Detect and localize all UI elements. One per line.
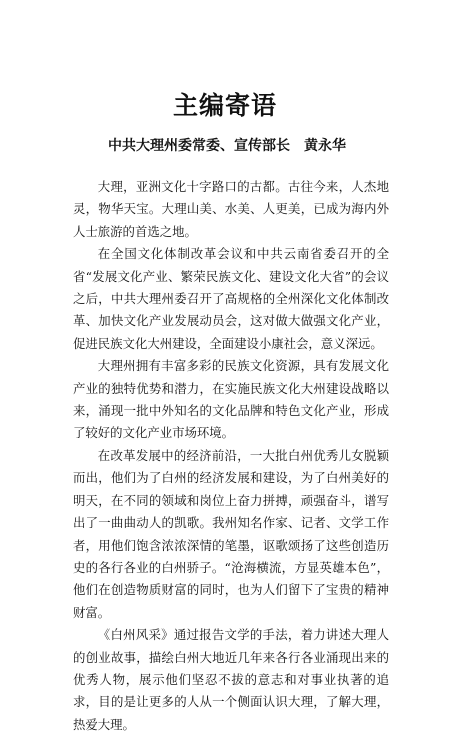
paragraph: 大理，亚洲文化十字路口的古都。古往今来，人杰地灵，物华天宝。大理山美、水美、人更美，已成为海内外人士旅游的首选之地。 [73, 179, 389, 239]
paragraph: 《白州风采》通过报告文学的手法，着力讲述大理人的创业故事，描绘白州大地近几年来各行各业涌现出来的优秀人物，展示他们坚忍不拔的意志和对事业执著的追求，目的是让更多的人从一个侧面认识大理，了解大理，热爱大理。 [73, 627, 389, 732]
byline [108, 137, 346, 155]
page-title: 主编寄语 [172, 91, 277, 120]
paragraph: 在改革发展中的经济前沿，一大批白州优秀儿女脱颖而出，他们为了白州的经济发展和建设，为了白州美好的明天，在不同的领域和岗位上奋力拼搏，顽强奋斗，谱写出了一曲曲动人的凯歌。我州知名作家、记者、文学工作者，用他们饱含浓浓深情的笔墨，讴歌颂扬了这些创造历史的各行各业的白州骄子。“沧海横流，方显英雄本色”，他们在创造物质财富的同时，也为人们留下了宝贵的精神财富。 [73, 447, 389, 620]
paragraph: 大理州拥有丰富多彩的民族文化资源，具有发展文化产业的独特优势和潜力，在实施民族文化大州建设战略以来，涌现一批中外知名的文化品牌和特色文化产业，形成了较好的文化产业市场环境。 [73, 358, 389, 441]
paragraph: 在全国文化体制改革会议和中共云南省委召开的全省“发展文化产业、繁荣民族文化、建设文化大省”的会议之后，中共大理州委召开了高规格的全州深化文化体制改革、加快文化产业发展动员会，这对做大做强文化产业，促进民族文化大州建设，全面建设小康社会，意义深远。 [73, 246, 389, 351]
byline-author: 黄永华 [304, 138, 346, 154]
body-text [73, 176, 389, 736]
byline-affiliation: 中共大理州委常委、宣传部长 [108, 138, 290, 154]
